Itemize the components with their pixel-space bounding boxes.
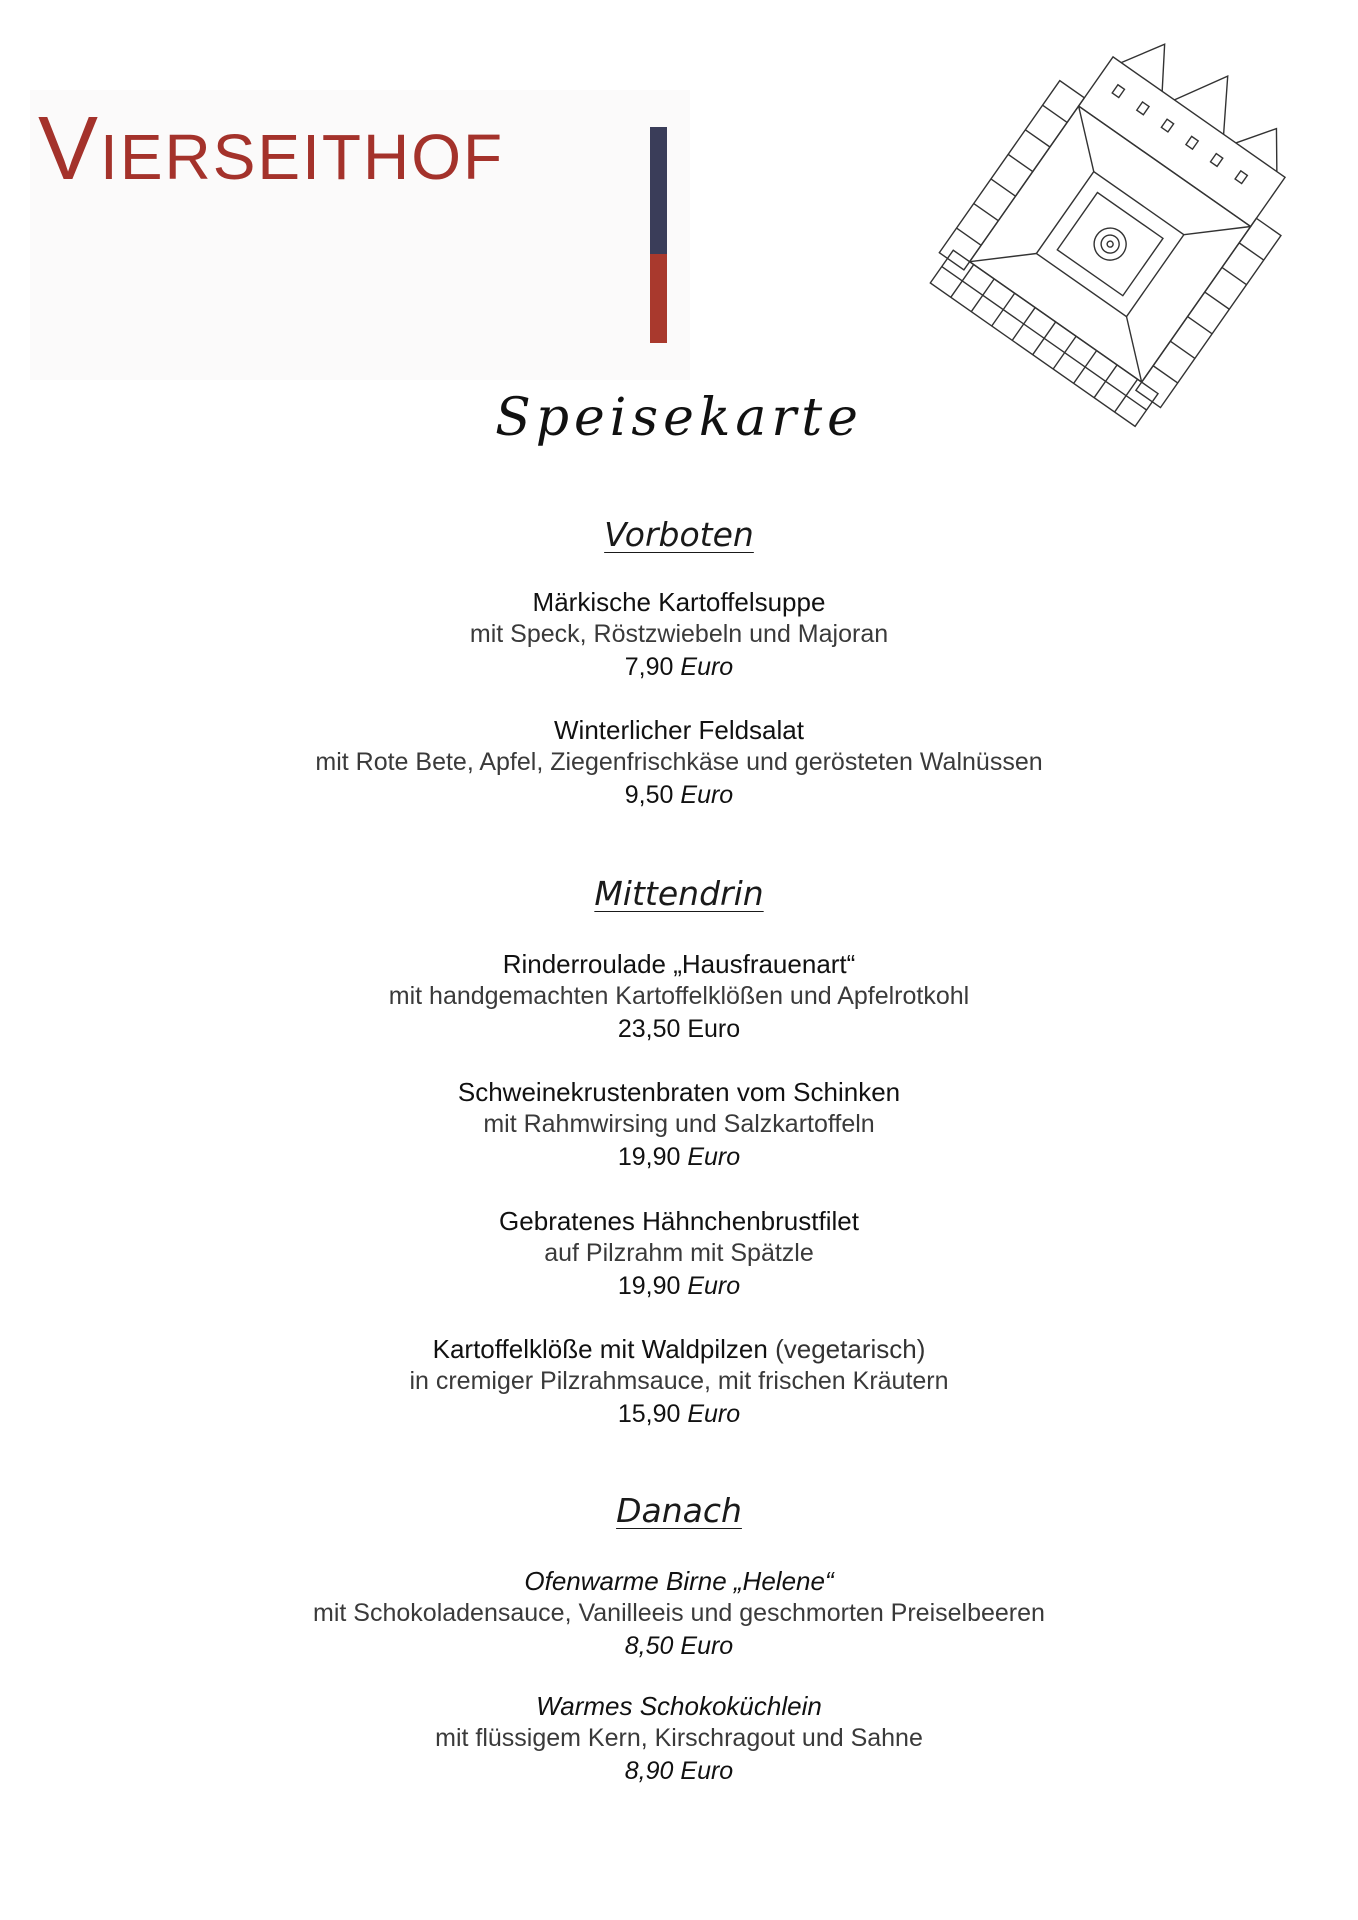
logo-bar-blue — [650, 127, 667, 254]
dish-name: Rinderroulade „Hausfrauenart“ — [502, 949, 856, 979]
menu-item — [0, 1690, 1358, 1788]
dish-description: mit Schokoladensauce, Vanilleeis und geschmorten Preiselbeeren — [313, 1599, 1045, 1627]
price-unit: Euro — [687, 1015, 741, 1043]
price-value: 8,90 — [624, 1757, 674, 1785]
price-value: 15,90 — [617, 1400, 681, 1428]
dish-price — [0, 1629, 1358, 1663]
section-heading-danach: Danach — [616, 1491, 742, 1530]
dish-price — [0, 1012, 1358, 1046]
price-value: 8,50 — [624, 1632, 674, 1660]
dish-price — [0, 650, 1358, 684]
dish-note: (vegetarisch) — [775, 1334, 926, 1364]
dish-price — [0, 778, 1358, 812]
dish-name: Warmes Schokoküchlein — [536, 1691, 822, 1721]
dish-price — [0, 1140, 1358, 1174]
price-unit: Euro — [687, 1272, 741, 1300]
dish-description: mit handgemachten Kartoffelklößen und Apfelrotkohl — [388, 982, 970, 1010]
menu-item — [0, 714, 1358, 812]
menu-item — [0, 1205, 1358, 1303]
dish-name-row — [0, 1333, 1358, 1365]
dish-description: mit Rote Bete, Apfel, Ziegenfrischkäse und gerösteten Walnüssen — [315, 748, 1043, 776]
dish-description: auf Pilzrahm mit Spätzle — [544, 1239, 814, 1267]
price-unit: Euro — [687, 1400, 741, 1428]
menu-item — [0, 948, 1358, 1046]
dish-name: Märkische Kartoffelsuppe — [532, 587, 826, 617]
dish-description: mit Rahmwirsing und Salzkartoffeln — [483, 1110, 875, 1138]
price-unit: Euro — [687, 1143, 741, 1171]
dish-name: Kartoffelklöße mit Waldpilzen — [432, 1334, 768, 1364]
section-heading-mittendrin: Mittendrin — [594, 874, 764, 913]
brand-name-rest: IERSEITHOF — [100, 121, 505, 193]
menu-item — [0, 1076, 1358, 1174]
dish-price — [0, 1269, 1358, 1303]
dish-name: Winterlicher Feldsalat — [554, 715, 804, 745]
brand-logo — [38, 98, 504, 201]
dish-description: mit Speck, Röstzwiebeln und Majoran — [469, 620, 889, 648]
price-value: 19,90 — [617, 1272, 681, 1300]
menu-title: Speisekarte — [495, 388, 863, 448]
dish-price — [0, 1754, 1358, 1788]
menu-item — [0, 1333, 1358, 1431]
brand-initial: V — [38, 99, 101, 199]
price-unit: Euro — [680, 1757, 734, 1785]
dish-description: in cremiger Pilzrahmsauce, mit frischen Kräutern — [409, 1367, 949, 1395]
dish-description: mit flüssigem Kern, Kirschragout und Sahne — [435, 1724, 923, 1752]
dish-price — [0, 1397, 1358, 1431]
menu-item — [0, 586, 1358, 684]
price-unit: Euro — [680, 1632, 734, 1660]
castle-courtyard-sketch-icon — [918, 30, 1308, 450]
dish-name: Ofenwarme Birne „Helene“ — [524, 1566, 834, 1596]
price-value: 7,90 — [624, 653, 674, 681]
price-unit: Euro — [680, 653, 734, 681]
section-heading-vorboten: Vorboten — [604, 515, 754, 554]
price-value: 19,90 — [617, 1143, 681, 1171]
price-value: 9,50 — [624, 781, 674, 809]
dish-name: Gebratenes Hähnchenbrustfilet — [499, 1206, 859, 1236]
dish-name: Schweinekrustenbraten vom Schinken — [457, 1077, 901, 1107]
menu-item — [0, 1565, 1358, 1663]
logo-bar-red — [650, 254, 667, 343]
price-unit: Euro — [680, 781, 734, 809]
price-value: 23,50 — [617, 1015, 681, 1043]
